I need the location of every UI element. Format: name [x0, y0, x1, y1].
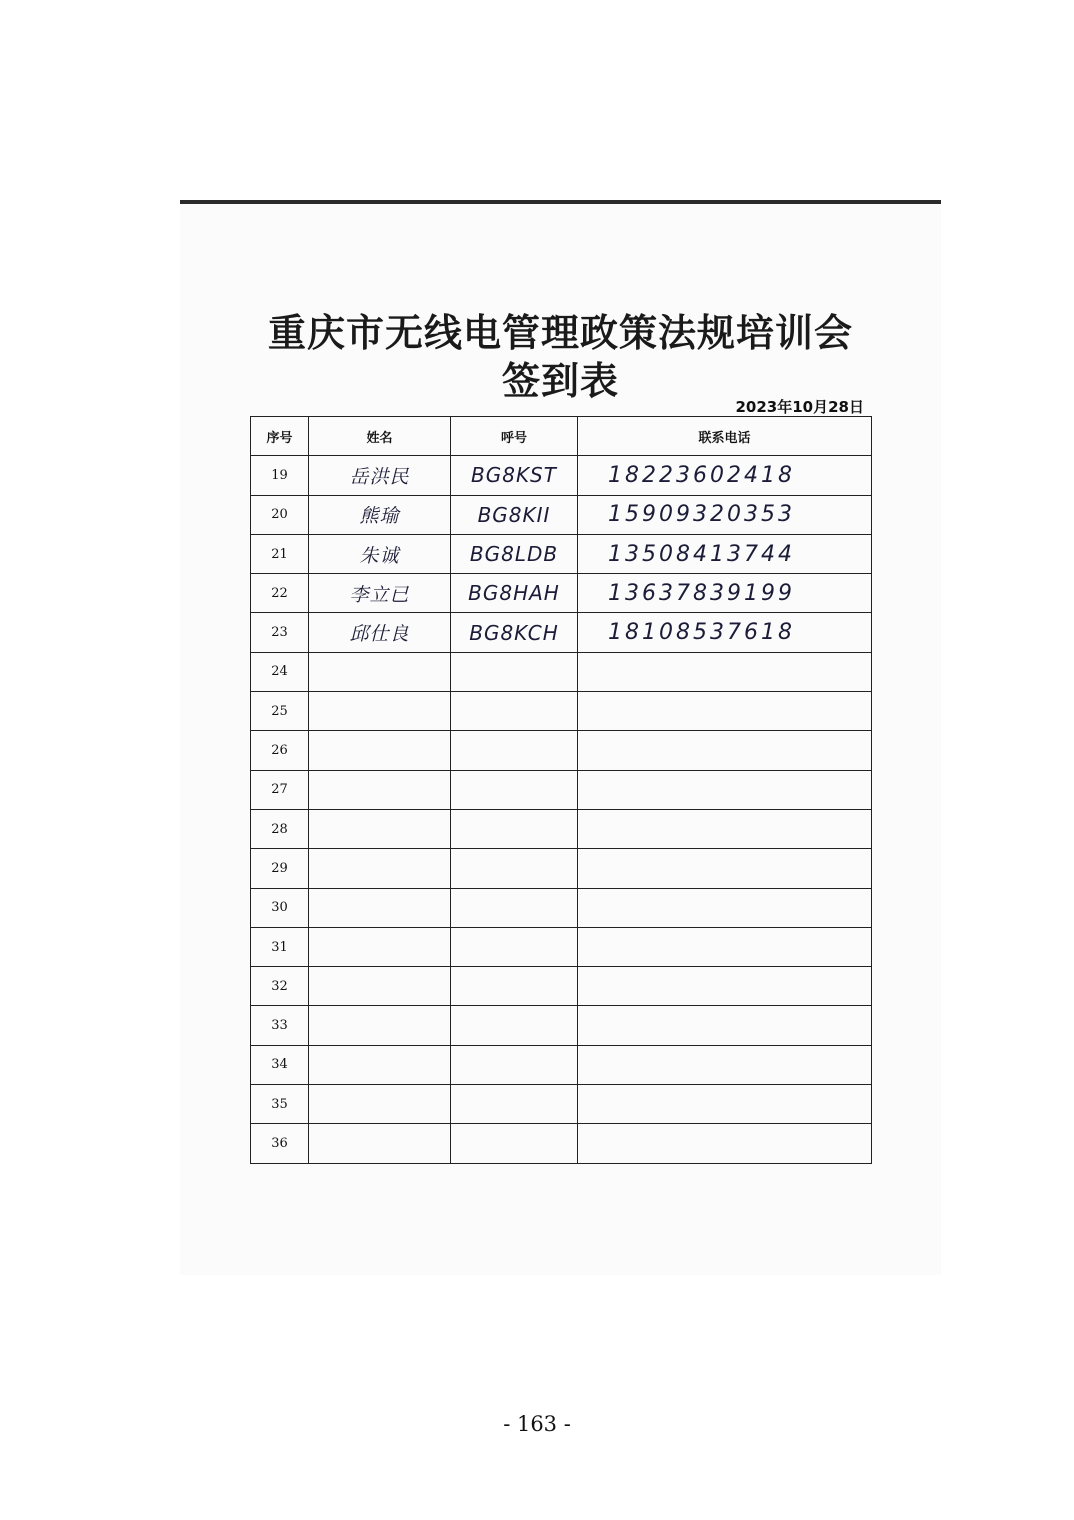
phone-cell	[578, 770, 872, 809]
row-number-cell: 21	[251, 534, 309, 573]
callsign-cell	[451, 731, 578, 770]
name-cell: 朱诚	[309, 534, 451, 573]
phone-cell: 13508413744	[578, 534, 872, 573]
table-row	[251, 849, 872, 888]
top-rule	[180, 200, 941, 204]
callsign-cell	[451, 888, 578, 927]
table-row	[251, 888, 872, 927]
row-number-cell: 33	[251, 1006, 309, 1045]
callsign-cell	[451, 692, 578, 731]
page-number: - 163 -	[503, 1412, 571, 1436]
row-number-cell: 30	[251, 888, 309, 927]
callsign-cell	[451, 770, 578, 809]
table-row	[251, 692, 872, 731]
callsign-cell	[451, 652, 578, 691]
header-name: 姓名	[309, 417, 451, 456]
header-seq: 序号	[251, 417, 309, 456]
row-number-cell: 29	[251, 849, 309, 888]
callsign-cell	[451, 1006, 578, 1045]
name-cell: 岳洪民	[309, 456, 451, 495]
name-cell	[309, 731, 451, 770]
name-cell	[309, 692, 451, 731]
row-number-cell: 19	[251, 456, 309, 495]
phone-cell	[578, 1085, 872, 1124]
row-number-cell: 31	[251, 927, 309, 966]
phone-cell	[578, 1006, 872, 1045]
name-cell	[309, 809, 451, 848]
row-number-cell: 20	[251, 495, 309, 534]
phone-cell	[578, 849, 872, 888]
name-cell	[309, 1085, 451, 1124]
phone-cell: 18223602418	[578, 456, 872, 495]
callsign-cell: BG8KII	[451, 495, 578, 534]
header-callsign: 呼号	[451, 417, 578, 456]
header-phone: 联系电话	[578, 417, 872, 456]
row-number-cell: 22	[251, 574, 309, 613]
phone-cell	[578, 927, 872, 966]
table-row	[251, 1124, 872, 1163]
phone-cell	[578, 1045, 872, 1084]
name-cell	[309, 1006, 451, 1045]
sign-in-table	[250, 416, 872, 1164]
table-row	[251, 613, 872, 652]
table-row	[251, 809, 872, 848]
table-row	[251, 1006, 872, 1045]
row-number-cell: 35	[251, 1085, 309, 1124]
table-row	[251, 574, 872, 613]
row-number-cell: 24	[251, 652, 309, 691]
name-cell: 邱仕良	[309, 613, 451, 652]
name-cell: 李立已	[309, 574, 451, 613]
name-cell: 熊瑜	[309, 495, 451, 534]
phone-cell: 13637839199	[578, 574, 872, 613]
name-cell	[309, 927, 451, 966]
phone-cell	[578, 809, 872, 848]
phone-cell	[578, 888, 872, 927]
name-cell	[309, 1045, 451, 1084]
name-cell	[309, 1124, 451, 1163]
row-number-cell: 25	[251, 692, 309, 731]
phone-cell	[578, 731, 872, 770]
table-row	[251, 652, 872, 691]
callsign-cell	[451, 849, 578, 888]
callsign-cell	[451, 927, 578, 966]
callsign-cell	[451, 1045, 578, 1084]
phone-cell	[578, 967, 872, 1006]
table-header-row	[251, 417, 872, 456]
document-subtitle: 签到表	[501, 359, 619, 403]
callsign-cell: BG8HAH	[451, 574, 578, 613]
table-row	[251, 534, 872, 573]
callsign-cell: BG8KCH	[451, 613, 578, 652]
callsign-cell: BG8KST	[451, 456, 578, 495]
phone-cell: 15909320353	[578, 495, 872, 534]
phone-cell: 18108537618	[578, 613, 872, 652]
row-number-cell: 26	[251, 731, 309, 770]
callsign-cell: BG8LDB	[451, 534, 578, 573]
name-cell	[309, 652, 451, 691]
table-body	[251, 456, 872, 1163]
row-number-cell: 27	[251, 770, 309, 809]
row-number-cell: 36	[251, 1124, 309, 1163]
callsign-cell	[451, 1085, 578, 1124]
phone-cell	[578, 652, 872, 691]
document-date: 2023年10月28日	[735, 398, 864, 416]
document-title: 重庆市无线电管理政策法规培训会	[267, 311, 853, 355]
table-row	[251, 456, 872, 495]
row-number-cell: 28	[251, 809, 309, 848]
table-row	[251, 967, 872, 1006]
table-row	[251, 495, 872, 534]
table-row	[251, 1045, 872, 1084]
name-cell	[309, 967, 451, 1006]
row-number-cell: 32	[251, 967, 309, 1006]
phone-cell	[578, 692, 872, 731]
table-row	[251, 927, 872, 966]
name-cell	[309, 770, 451, 809]
callsign-cell	[451, 1124, 578, 1163]
phone-cell	[578, 1124, 872, 1163]
row-number-cell: 34	[251, 1045, 309, 1084]
table-row	[251, 770, 872, 809]
name-cell	[309, 849, 451, 888]
callsign-cell	[451, 809, 578, 848]
row-number-cell: 23	[251, 613, 309, 652]
table-row	[251, 731, 872, 770]
table-row	[251, 1085, 872, 1124]
callsign-cell	[451, 967, 578, 1006]
name-cell	[309, 888, 451, 927]
